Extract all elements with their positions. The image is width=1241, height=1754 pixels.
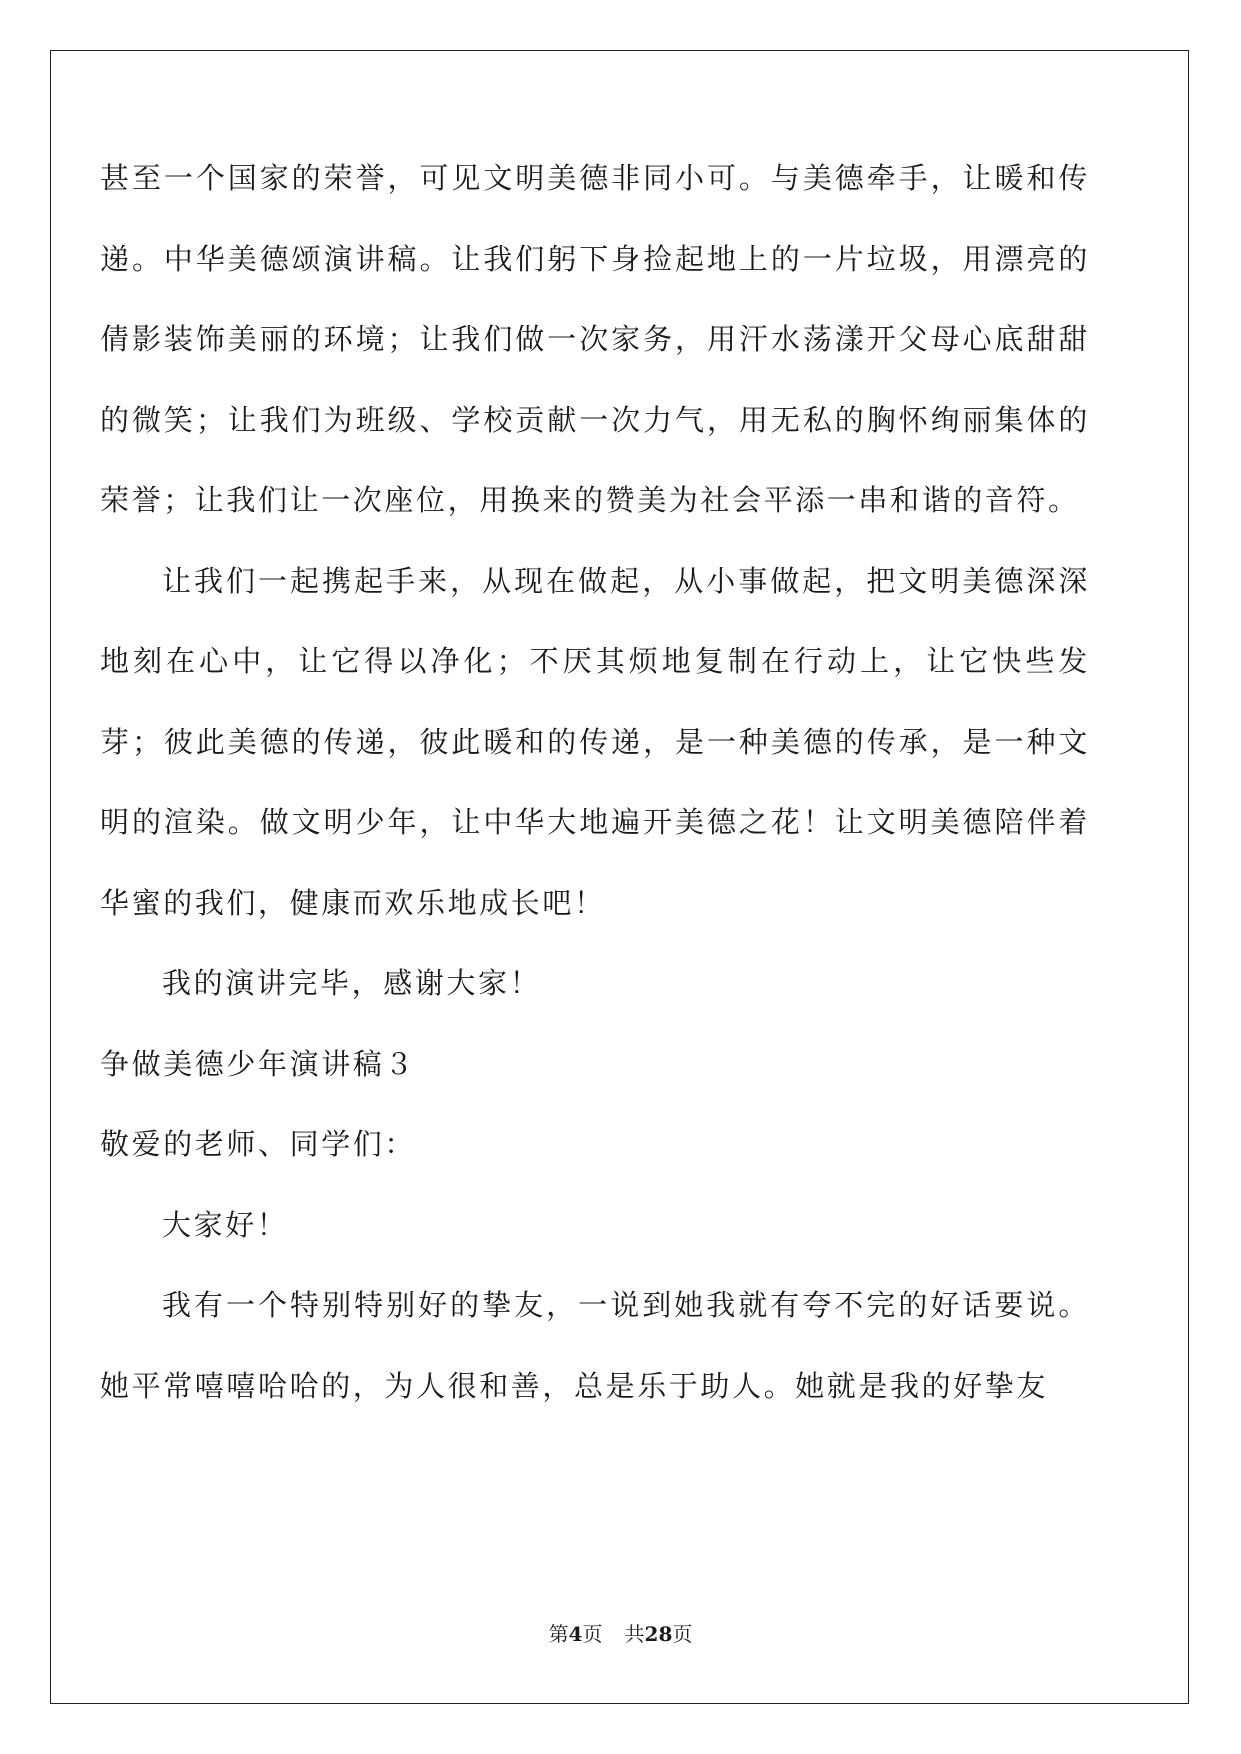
paragraph-friend: 我有一个特别特别好的挚友，一说到她我就有夸不完的好话要说。她平常嘻嘻哈哈的，为人很和善，总是乐于助人。她就是我的好挚友: [100, 1288, 1090, 1403]
document-body: [100, 138, 1090, 1426]
salutation: 敬爱的老师、同学们：: [100, 1127, 417, 1161]
section-title: 争做美德少年演讲稿３: [100, 1046, 417, 1081]
page-suffix: 页: [582, 1622, 603, 1646]
page-prefix: 第: [548, 1622, 569, 1646]
total-prefix: 共: [624, 1622, 645, 1646]
total-suffix: 页: [672, 1622, 693, 1646]
greeting: 大家好！: [162, 1207, 289, 1242]
total-pages: 28: [644, 1622, 673, 1646]
page-number: 4: [568, 1622, 583, 1646]
paragraph-continuation: 甚至一个国家的荣誉，可见文明美德非同小可。与美德牵手，让暖和传递。中华美德颂演讲稿。让我们躬下身捡起地上的一片垃圾，用漂亮的倩影装饰美丽的环境；让我们做一次家务，用汗水荡漾开父母心底甜甜的微笑；让我们为班级、学校贡献一次力气，用无私的胸怀绚丽集体的荣誉；让我们让一次座位，用换来的赞美为社会平添一串和谐的音符。: [100, 161, 1090, 517]
page-footer: [0, 1618, 1241, 1647]
paragraph-closing: 我的演讲完毕，感谢大家！: [162, 966, 542, 1000]
paragraph-call-to-action: 让我们一起携起手来，从现在做起，从小事做起，把文明美德深深地刻在心中，让它得以净化；不厌其烦地复制在行动上，让它快些发芽；彼此美德的传递，彼此暖和的传递，是一种美德的传承，是一种文明的渲染。做文明少年，让中华大地遍开美德之花！让文明美德陪伴着华蜜的我们，健康而欢乐地成长吧！: [100, 563, 1090, 920]
